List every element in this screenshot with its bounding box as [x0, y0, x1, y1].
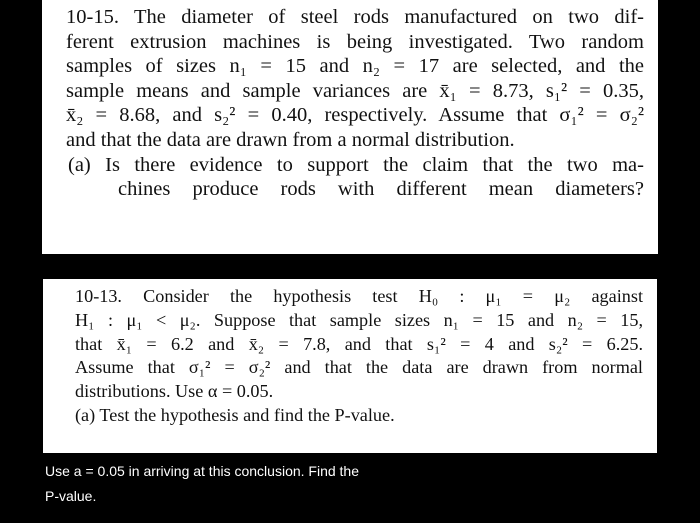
problem-line: and that the data are drawn from a normal distribution.: [66, 128, 515, 151]
problem-part-a: (a) Is there evidence to support the claim that the two ma-: [68, 153, 644, 176]
problem-line: distributions. Use α = 0.05.: [75, 381, 274, 402]
problem-part-a-cont: chines produce rods with different mean diameters?: [118, 178, 644, 201]
problem-line: samples of sizes n₁ = 15 and n₂ = 17 are selected, and the: [66, 55, 644, 78]
problem-10-13-card: [43, 279, 657, 453]
problem-line: 10-15. The diameter of steel rods manufactured on two dif-: [66, 6, 644, 28]
problem-10-13-text: [75, 285, 643, 428]
problem-line: H₁ : μ₁ < μ₂. Suppose that sample sizes n₁ = 15 and n₂ = 15,: [75, 309, 643, 330]
problem-10-15-card: [42, 0, 658, 254]
problem-10-15-text: [66, 5, 644, 202]
problem-line: 10-13. Consider the hypothesis test H₀ : μ₁ = μ₂ against: [75, 286, 643, 306]
caption-line-1: Use a = 0.05 in arriving at this conclusion. Find the: [45, 463, 360, 479]
problem-line: ferent extrusion machines is being investigated. Two random: [66, 30, 644, 53]
caption-line-2: P-value.: [45, 488, 97, 504]
problem-part-a: (a) Test the hypothesis and find the P-value.: [75, 404, 395, 425]
problem-line: sample means and sample variances are x̄₁ = 8.73, s₁² = 0.35,: [66, 79, 644, 102]
problem-line: x̄₂ = 8.68, and s₂² = 0.40, respectively. Assume that σ₁² = σ₂²: [66, 104, 644, 127]
problem-line: that x̄₁ = 6.2 and x̄₂ = 7.8, and that s₁² = 4 and s₂² = 6.25.: [75, 333, 643, 354]
problem-line: Assume that σ₁² = σ₂² and that the data are drawn from normal: [75, 357, 643, 378]
